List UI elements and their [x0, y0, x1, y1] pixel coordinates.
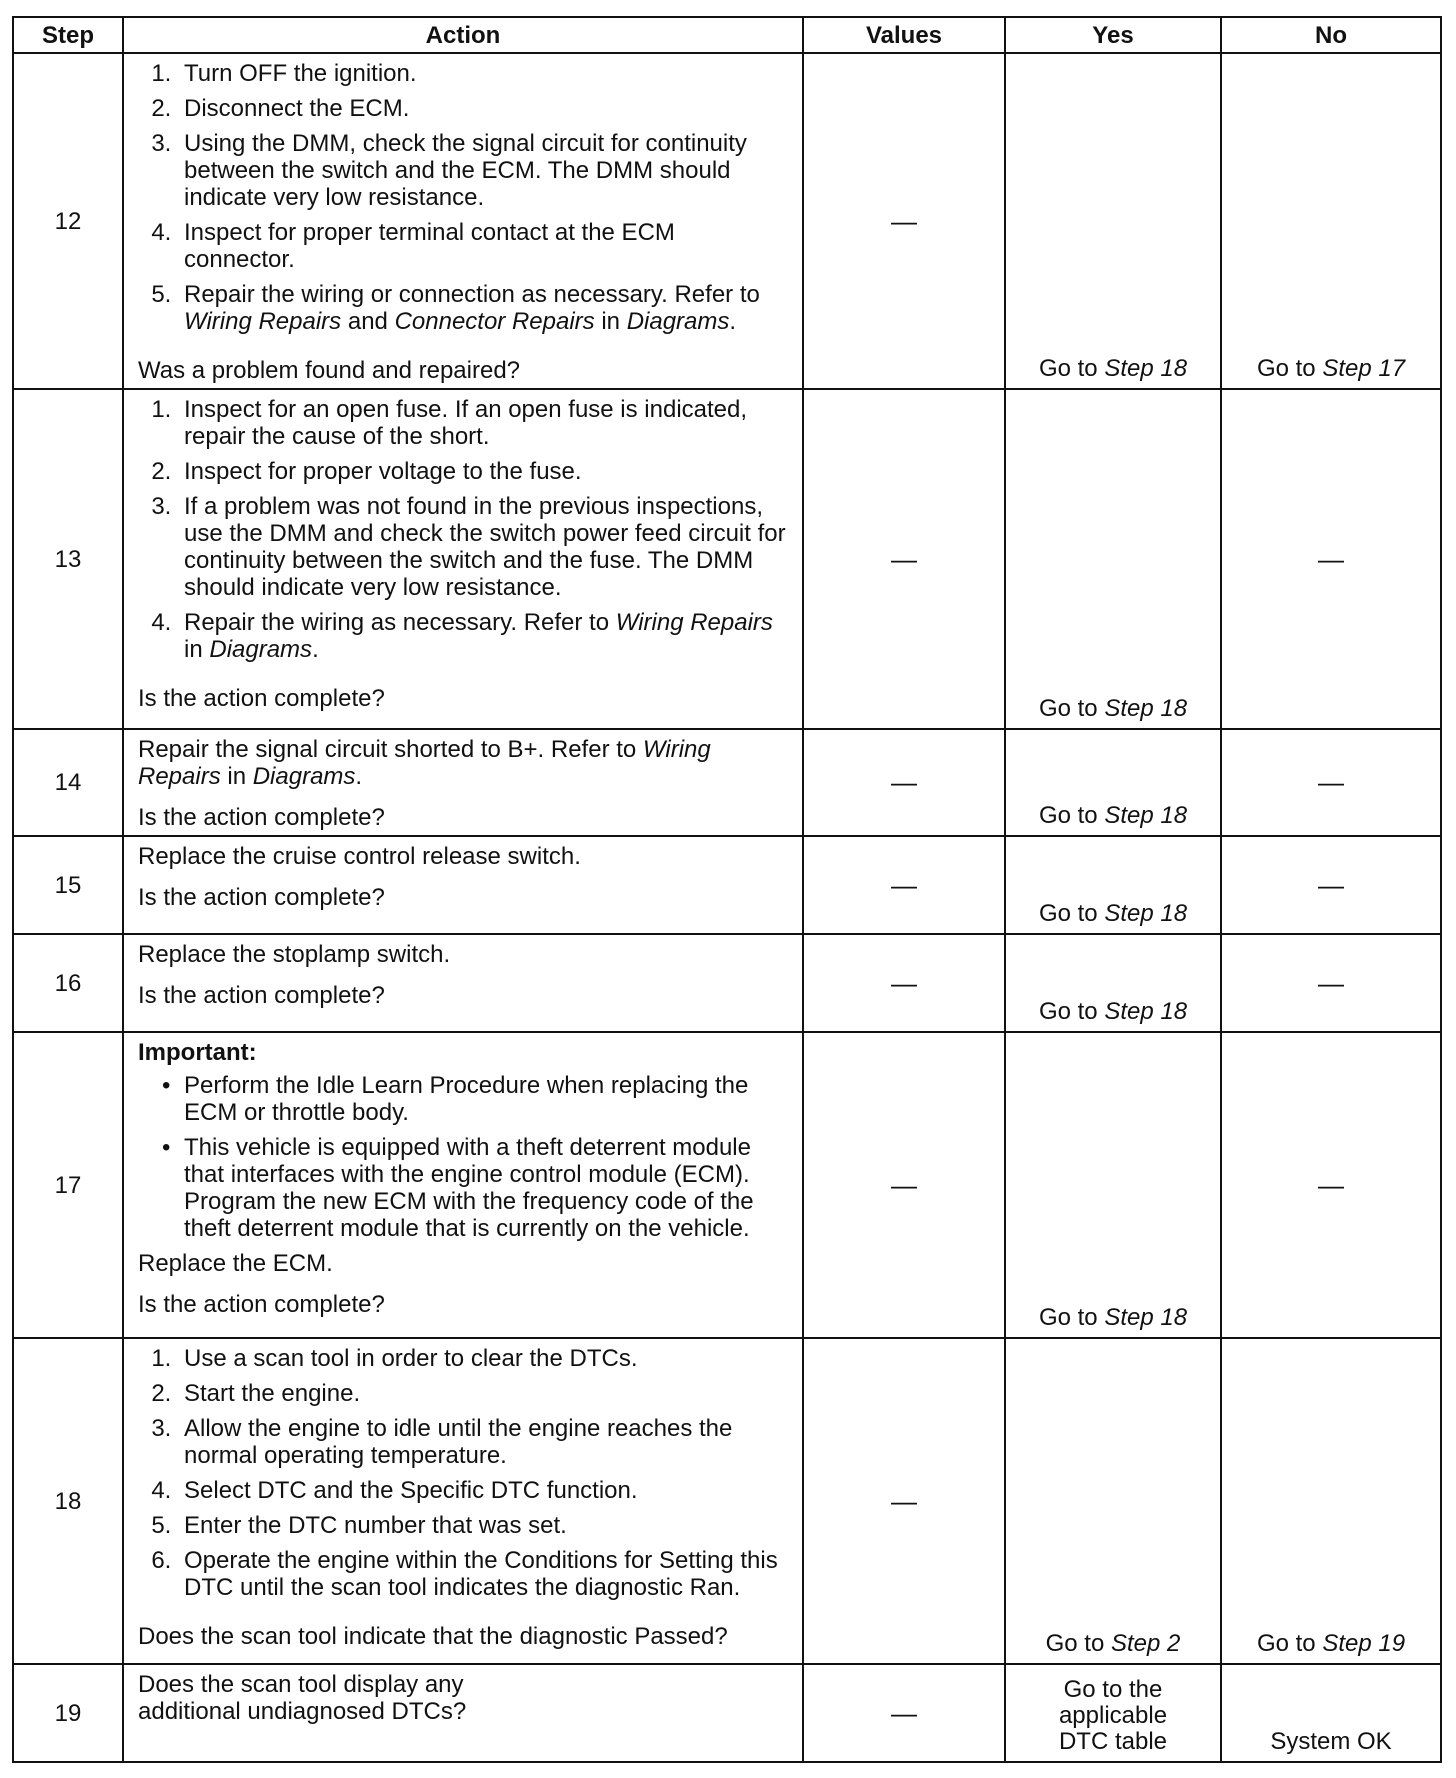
- goto-prefix: Go to: [1256, 1630, 1323, 1657]
- list-item: 5. Enter the DTC number that was set.: [178, 1512, 792, 1539]
- no-cell: System OK: [1221, 1664, 1441, 1762]
- text-run: in: [220, 763, 253, 790]
- action-cell: [123, 1664, 803, 1762]
- reference-diagrams: Diagrams: [209, 636, 313, 663]
- text-run: in: [184, 636, 210, 663]
- list-item: 1. Inspect for an open fuse. If an open fuse is indicated, repair the cause of the short.: [178, 396, 792, 450]
- yes-line: Go to the: [1063, 1676, 1163, 1703]
- diagnostic-table: [12, 16, 1442, 1763]
- reference-wiring-repairs: Wiring Repairs: [615, 609, 773, 636]
- list-item: [178, 609, 792, 663]
- yes-cell: [1005, 53, 1221, 389]
- no-dash: —: [1221, 729, 1441, 836]
- text-run: and: [341, 308, 395, 335]
- yes-cell: [1005, 389, 1221, 729]
- list-item: 2. Disconnect the ECM.: [178, 95, 792, 122]
- text-run: .: [355, 763, 363, 790]
- values-dash: —: [803, 53, 1005, 389]
- step-reference: Step 18: [1104, 802, 1188, 829]
- question-text: Does the scan tool indicate that the diagnostic Passed?: [138, 1623, 728, 1650]
- action-cell: [123, 836, 803, 934]
- header-yes: Yes: [1005, 17, 1221, 53]
- list-item: 4. Inspect for proper terminal contact at the ECM connector.: [178, 219, 792, 273]
- step-number: 12: [13, 53, 123, 389]
- question-text: Does the scan tool display any additional undiagnosed DTCs?: [138, 1671, 467, 1725]
- table-row-step-19: [13, 1664, 1441, 1762]
- step-reference: Step 17: [1322, 355, 1406, 382]
- action-cell: [123, 389, 803, 729]
- step-reference: Step 18: [1104, 695, 1188, 722]
- list-item: 1. Use a scan tool in order to clear the DTCs.: [178, 1345, 792, 1372]
- goto-prefix: Go to: [1038, 998, 1105, 1025]
- text-run: .: [729, 308, 737, 335]
- yes-cell: [1005, 1338, 1221, 1664]
- step-number: 16: [13, 934, 123, 1032]
- table-row-step-13: [13, 389, 1441, 729]
- text-run: Repair the wiring as necessary. Refer to: [184, 609, 616, 636]
- text-run: in: [594, 308, 627, 335]
- list-item: 4. Select DTC and the Specific DTC function.: [178, 1477, 792, 1504]
- step-number: 17: [13, 1032, 123, 1338]
- reference-diagrams: Diagrams: [252, 763, 356, 790]
- action-text: Replace the cruise control release switch.: [138, 843, 581, 870]
- instruction-list: [138, 60, 792, 343]
- yes-cell: [1005, 1664, 1221, 1762]
- no-cell: [1221, 53, 1441, 389]
- instruction-list: [138, 1345, 792, 1609]
- list-item: 2. Start the engine.: [178, 1380, 792, 1407]
- action-cell: [123, 729, 803, 836]
- goto-prefix: Go to: [1038, 802, 1105, 829]
- table-row-step-16: [13, 934, 1441, 1032]
- important-notes: [138, 1072, 792, 1250]
- step-number: 13: [13, 389, 123, 729]
- values-dash: —: [803, 934, 1005, 1032]
- question-text: Was a problem found and repaired?: [138, 357, 521, 384]
- step-number: 14: [13, 729, 123, 836]
- step-reference: Step 2: [1110, 1630, 1181, 1657]
- step-number: 19: [13, 1664, 123, 1762]
- step-number: 18: [13, 1338, 123, 1664]
- header-action: Action: [123, 17, 803, 53]
- list-item: • Perform the Idle Learn Procedure when replacing the ECM or throttle body.: [178, 1072, 792, 1126]
- list-item: 6. Operate the engine within the Conditions for Setting this DTC until the scan tool indicates the diagnostic Ran.: [178, 1547, 792, 1601]
- values-dash: —: [803, 389, 1005, 729]
- step-reference: Step 18: [1104, 900, 1188, 927]
- yes-cell: [1005, 934, 1221, 1032]
- action-cell: [123, 53, 803, 389]
- yes-cell: [1005, 729, 1221, 836]
- text-run: Repair the signal circuit shorted to B+. Refer to: [138, 736, 643, 763]
- values-dash: —: [803, 1338, 1005, 1664]
- list-item: 2. Inspect for proper voltage to the fuse.: [178, 458, 792, 485]
- no-dash: —: [1221, 1032, 1441, 1338]
- list-item: 3. Using the DMM, check the signal circuit for continuity between the switch and the ECM. The DMM should indicate very low resistance.: [178, 130, 792, 211]
- table-row-step-17: [13, 1032, 1441, 1338]
- goto-prefix: Go to: [1045, 1630, 1111, 1657]
- yes-line: DTC table: [1058, 1728, 1168, 1755]
- instruction-list: [138, 396, 792, 671]
- goto-prefix: Go to: [1256, 355, 1323, 382]
- reference-diagrams: Diagrams: [626, 308, 730, 335]
- table-row-step-12: [13, 53, 1441, 389]
- no-dash: —: [1221, 934, 1441, 1032]
- action-cell: [123, 934, 803, 1032]
- no-cell: [1221, 1338, 1441, 1664]
- yes-cell: [1005, 836, 1221, 934]
- reference-wiring-repairs: Wiring Repairs: [138, 736, 711, 790]
- goto-prefix: Go to: [1038, 1304, 1105, 1331]
- question-text: Is the action complete?: [138, 685, 385, 712]
- no-dash: —: [1221, 836, 1441, 934]
- header-values: Values: [803, 17, 1005, 53]
- text-run: .: [312, 636, 319, 663]
- list-item: [178, 281, 792, 335]
- table-row-step-15: [13, 836, 1441, 934]
- step-reference: Step 18: [1104, 998, 1188, 1025]
- reference-wiring-repairs: Wiring Repairs: [184, 308, 342, 335]
- action-cell: [123, 1032, 803, 1338]
- step-reference: Step 19: [1322, 1630, 1406, 1657]
- question-text: Is the action complete?: [138, 804, 385, 831]
- goto-prefix: Go to: [1038, 695, 1105, 722]
- list-item: 1. Turn OFF the ignition.: [178, 60, 792, 87]
- question-text: Is the action complete?: [138, 1291, 385, 1318]
- table-row-step-14: [13, 729, 1441, 836]
- yes-cell: [1005, 1032, 1221, 1338]
- goto-prefix: Go to: [1038, 900, 1105, 927]
- yes-line: applicable: [1058, 1702, 1168, 1729]
- values-dash: —: [803, 1664, 1005, 1762]
- list-item: • This vehicle is equipped with a theft deterrent module that interfaces with the engine control module (ECM). Program the new ECM with the frequency code of the theft deterrent module that is currently on the vehicle.: [178, 1134, 792, 1242]
- action-text: Replace the stoplamp switch.: [138, 941, 451, 968]
- important-label: Important:: [138, 1039, 257, 1066]
- table-row-step-18: [13, 1338, 1441, 1664]
- values-dash: —: [803, 1032, 1005, 1338]
- header-row: [13, 17, 1441, 53]
- values-dash: —: [803, 729, 1005, 836]
- question-text: Is the action complete?: [138, 884, 385, 911]
- step-reference: Step 18: [1104, 355, 1188, 382]
- action-text: [138, 736, 792, 790]
- reference-connector-repairs: Connector Repairs: [394, 308, 595, 335]
- header-no: No: [1221, 17, 1441, 53]
- question-text: Is the action complete?: [138, 982, 385, 1009]
- step-number: 15: [13, 836, 123, 934]
- list-item: 3. Allow the engine to idle until the engine reaches the normal operating temperature.: [178, 1415, 792, 1469]
- list-item: 3. If a problem was not found in the previous inspections, use the DMM and check the switch power feed circuit for continuity between the switch and the fuse. The DMM should indicate very low resistance.: [178, 493, 792, 601]
- action-cell: [123, 1338, 803, 1664]
- no-dash: —: [1221, 389, 1441, 729]
- header-step: Step: [13, 17, 123, 53]
- goto-prefix: Go to: [1038, 355, 1105, 382]
- step-reference: Step 18: [1104, 1304, 1188, 1331]
- values-dash: —: [803, 836, 1005, 934]
- text-run: Repair the wiring or connection as necessary. Refer to: [184, 281, 760, 308]
- action-text: Replace the ECM.: [138, 1250, 333, 1277]
